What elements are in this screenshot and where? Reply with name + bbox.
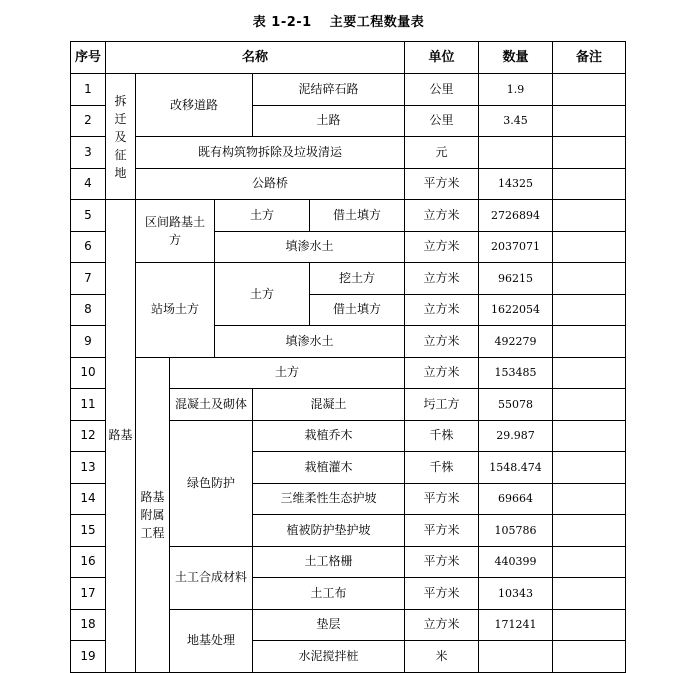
item-name: 借土填方 [310, 200, 405, 232]
row-no: 9 [71, 326, 106, 358]
row-no: 14 [71, 483, 106, 515]
qty-cell: 1.9 [479, 74, 553, 106]
sub-geosynthetic: 土工合成材料 [170, 546, 253, 609]
qty-cell: 171241 [479, 609, 553, 641]
qty-cell [479, 137, 553, 169]
note-cell [553, 263, 626, 295]
table-row [71, 74, 626, 106]
sub-ancillary: 路基附属工程 [136, 357, 170, 672]
qty-cell: 492279 [479, 326, 553, 358]
note-cell [553, 231, 626, 263]
qty-cell: 105786 [479, 515, 553, 547]
sub-station-earth: 站场土方 [136, 263, 215, 358]
unit-cell: 平方米 [405, 546, 479, 578]
qty-cell: 2037071 [479, 231, 553, 263]
row-no: 1 [71, 74, 106, 106]
note-cell [553, 452, 626, 484]
note-cell [553, 326, 626, 358]
sub-green-protection: 绿色防护 [170, 420, 253, 546]
unit-cell: 平方米 [405, 168, 479, 200]
unit-cell: 立方米 [405, 326, 479, 358]
qty-cell: 2726894 [479, 200, 553, 232]
qty-cell: 1548.474 [479, 452, 553, 484]
unit-cell: 立方米 [405, 263, 479, 295]
item-name: 填渗水土 [215, 231, 405, 263]
unit-cell: 公里 [405, 74, 479, 106]
item-name: 借土填方 [310, 294, 405, 326]
header-qty: 数量 [479, 42, 553, 74]
header-note: 备注 [553, 42, 626, 74]
row-no: 17 [71, 578, 106, 610]
table-number: 表 1-2-1 [252, 15, 312, 30]
row-no: 5 [71, 200, 106, 232]
note-cell [553, 483, 626, 515]
table-row [71, 137, 626, 169]
row-no: 12 [71, 420, 106, 452]
item-name: 既有构筑物拆除及垃圾清运 [136, 137, 405, 169]
table-row [71, 263, 626, 295]
item-name: 公路桥 [136, 168, 405, 200]
row-no: 18 [71, 609, 106, 641]
note-cell [553, 105, 626, 137]
table-row [71, 357, 626, 389]
unit-cell: 立方米 [405, 609, 479, 641]
qty-cell: 96215 [479, 263, 553, 295]
row-no: 4 [71, 168, 106, 200]
unit-cell: 公里 [405, 105, 479, 137]
row-no: 11 [71, 389, 106, 421]
note-cell [553, 74, 626, 106]
item-name: 栽植乔木 [253, 420, 405, 452]
unit-cell: 平方米 [405, 483, 479, 515]
note-cell [553, 546, 626, 578]
item-name: 水泥搅拌桩 [253, 641, 405, 673]
unit-cell: 千株 [405, 452, 479, 484]
unit-cell: 立方米 [405, 357, 479, 389]
sub-concrete: 混凝土及砌体 [170, 389, 253, 421]
qty-cell: 153485 [479, 357, 553, 389]
unit-cell: 立方米 [405, 200, 479, 232]
item-name: 泥结碎石路 [253, 74, 405, 106]
note-cell [553, 200, 626, 232]
group-roadbed: 路基 [106, 200, 136, 673]
row-no: 19 [71, 641, 106, 673]
qty-cell: 1622054 [479, 294, 553, 326]
qty-cell: 3.45 [479, 105, 553, 137]
quantity-table [70, 41, 626, 673]
unit-cell: 米 [405, 641, 479, 673]
table-title: 主要工程数量表 [329, 15, 425, 30]
unit-cell: 平方米 [405, 578, 479, 610]
item-name: 土路 [253, 105, 405, 137]
note-cell [553, 168, 626, 200]
sub-foundation: 地基处理 [170, 609, 253, 672]
item-name: 挖土方 [310, 263, 405, 295]
sub-earth: 土方 [215, 263, 310, 326]
header-no: 序号 [71, 42, 106, 74]
table-row [71, 168, 626, 200]
sub-relocated-road: 改移道路 [136, 74, 253, 137]
note-cell [553, 515, 626, 547]
row-no: 7 [71, 263, 106, 295]
item-name: 填渗水土 [215, 326, 405, 358]
row-no: 15 [71, 515, 106, 547]
sub-interval-earth: 区间路基土方 [136, 200, 215, 263]
unit-cell: 千株 [405, 420, 479, 452]
note-cell [553, 609, 626, 641]
item-name: 土工布 [253, 578, 405, 610]
note-cell [553, 137, 626, 169]
item-name: 垫层 [253, 609, 405, 641]
note-cell [553, 578, 626, 610]
row-no: 10 [71, 357, 106, 389]
unit-cell: 圬工方 [405, 389, 479, 421]
qty-cell [479, 641, 553, 673]
qty-cell: 14325 [479, 168, 553, 200]
row-no: 8 [71, 294, 106, 326]
table-caption [0, 11, 677, 30]
header-unit: 单位 [405, 42, 479, 74]
row-no: 3 [71, 137, 106, 169]
note-cell [553, 357, 626, 389]
sub-earth: 土方 [215, 200, 310, 232]
row-no: 6 [71, 231, 106, 263]
unit-cell: 立方米 [405, 231, 479, 263]
unit-cell: 立方米 [405, 294, 479, 326]
item-name: 植被防护垫护坡 [253, 515, 405, 547]
note-cell [553, 420, 626, 452]
row-no: 2 [71, 105, 106, 137]
item-name: 三维柔性生态护坡 [253, 483, 405, 515]
item-name: 土方 [170, 357, 405, 389]
header-name: 名称 [106, 42, 405, 74]
note-cell [553, 294, 626, 326]
qty-cell: 69664 [479, 483, 553, 515]
qty-cell: 29.987 [479, 420, 553, 452]
item-name: 栽植灌木 [253, 452, 405, 484]
note-cell [553, 641, 626, 673]
item-name: 土工格栅 [253, 546, 405, 578]
unit-cell: 元 [405, 137, 479, 169]
row-no: 13 [71, 452, 106, 484]
table-row [71, 200, 626, 232]
note-cell [553, 389, 626, 421]
item-name: 混凝土 [253, 389, 405, 421]
header-row [71, 42, 626, 74]
unit-cell: 平方米 [405, 515, 479, 547]
row-no: 16 [71, 546, 106, 578]
qty-cell: 10343 [479, 578, 553, 610]
qty-cell: 440399 [479, 546, 553, 578]
group-demolition: 拆迁及征地 [106, 74, 136, 200]
qty-cell: 55078 [479, 389, 553, 421]
